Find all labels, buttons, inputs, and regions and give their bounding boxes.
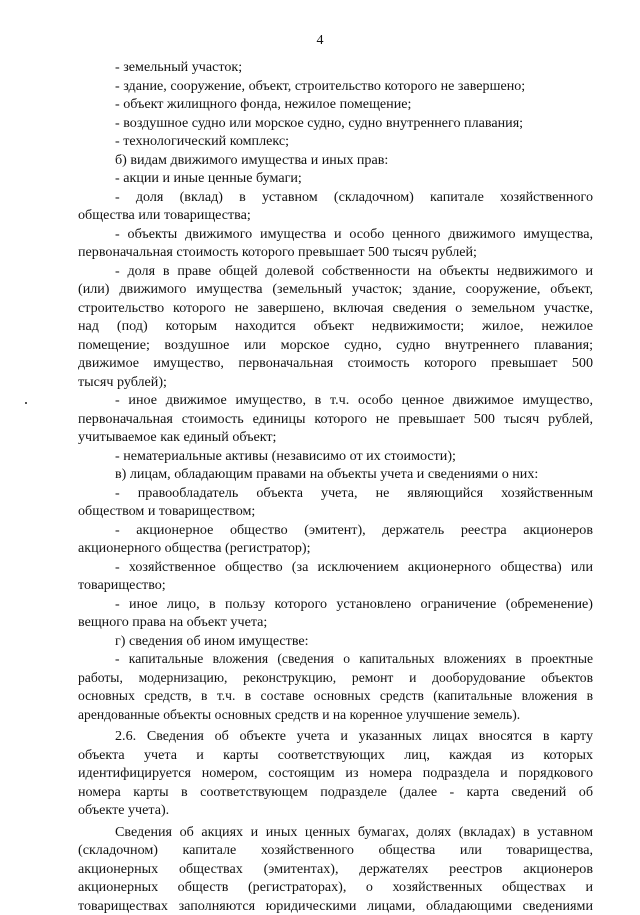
- text-line: - акции и иные ценные бумаги;: [78, 169, 593, 188]
- text-line: - капитальные вложения (сведения о капитальных вложениях в проектные: [78, 650, 593, 669]
- text-line: акционерных обществах (эмитентах), держателях реестров акционеров: [78, 860, 593, 879]
- text-line: - технологический комплекс;: [78, 132, 593, 151]
- text-line: (складочном) капитале хозяйственного общества или товарищества,: [78, 841, 593, 860]
- text-line: - воздушное судно или морское судно, судно внутреннего плавания;: [78, 114, 593, 133]
- text-line: обществом и товариществом;: [78, 502, 593, 521]
- text-line: движимое имущество, первоначальная стоимость которого превышает 500: [78, 354, 593, 373]
- text-line: акционерных обществ (регистраторах), о хозяйственных обществах и: [78, 878, 593, 897]
- text-line: - иное лицо, в пользу которого установлено ограничение (обременение): [78, 595, 593, 614]
- text-line: работы, модернизацию, реконструкцию, ремонт и дооборудование объектов: [78, 669, 593, 688]
- text-line: (или) движимого имущества (земельный участок; здание, сооружение, объект,: [78, 280, 593, 299]
- text-line: - хозяйственное общество (за исключением акционерного общества) или: [78, 558, 593, 577]
- body-text: [78, 58, 593, 915]
- text-line: общества или товарищества;: [78, 206, 593, 225]
- text-line: - акционерное общество (эмитент), держатель реестра акционеров: [78, 521, 593, 540]
- text-line: товариществах заполняются юридическими лицами, обладающими сведениями: [78, 897, 593, 915]
- text-line: б) видам движимого имущества и иных прав:: [78, 151, 593, 170]
- text-line: - иное движимое имущество, в т.ч. особо ценное движимое имущество,: [78, 391, 593, 410]
- text-line: акционерного общества (регистратор);: [78, 539, 593, 558]
- text-line: строительство которого не завершено, включая сведения о земельном участке,: [78, 299, 593, 318]
- text-line: помещение; воздушное или морское судно, судно внутреннего плавания;: [78, 336, 593, 355]
- text-line: номера карты в соответствующем подразделе (далее - карта сведений об: [78, 783, 593, 802]
- text-line: - земельный участок;: [78, 58, 593, 77]
- text-line: - правообладатель объекта учета, не являющийся хозяйственным: [78, 484, 593, 503]
- text-line: вещного права на объект учета;: [78, 613, 593, 632]
- text-line: - объекты движимого имущества и особо ценного движимого имущества,: [78, 225, 593, 244]
- text-line: над (под) которым находится объект недвижимости; жилое, нежилое: [78, 317, 593, 336]
- text-line: г) сведения об ином имуществе:: [78, 632, 593, 651]
- text-line: первоначальная стоимость которого превышает 500 тысяч рублей;: [78, 243, 593, 262]
- text-line: арендованные объекты основных средств и на коренное улучшение земель).: [78, 706, 593, 725]
- text-line: - доля (вклад) в уставном (складочном) капитале хозяйственного: [78, 188, 593, 207]
- text-line: первоначальная стоимость единицы которого не превышает 500 тысяч рублей,: [78, 410, 593, 429]
- text-line: - здание, сооружение, объект, строительство которого не завершено;: [78, 77, 593, 96]
- margin-speck: [25, 402, 27, 404]
- text-line: объекта учета и карты соответствующих лиц, каждая из которых: [78, 746, 593, 765]
- text-line: - доля в праве общей долевой собственности на объекты недвижимого и: [78, 262, 593, 281]
- text-line: товарищество;: [78, 576, 593, 595]
- text-line: тысяч рублей);: [78, 373, 593, 392]
- text-line: - нематериальные активы (независимо от их стоимости);: [78, 447, 593, 466]
- page-number: 4: [0, 33, 640, 49]
- text-line: - объект жилищного фонда, нежилое помещение;: [78, 95, 593, 114]
- text-line: Сведения об акциях и иных ценных бумагах, долях (вкладах) в уставном: [78, 823, 593, 842]
- text-line: идентифицируется номером, состоящим из номера подраздела и порядкового: [78, 764, 593, 783]
- text-line: основных средств, в т.ч. в составе основных средств (капитальные вложения в: [78, 687, 593, 706]
- text-line: учитываемое как единый объект;: [78, 428, 593, 447]
- text-line: 2.6. Сведения об объекте учета и указанных лицах вносятся в карту: [78, 727, 593, 746]
- text-line: объекте учета).: [78, 801, 593, 820]
- text-line: в) лицам, обладающим правами на объекты учета и сведениями о них:: [78, 465, 593, 484]
